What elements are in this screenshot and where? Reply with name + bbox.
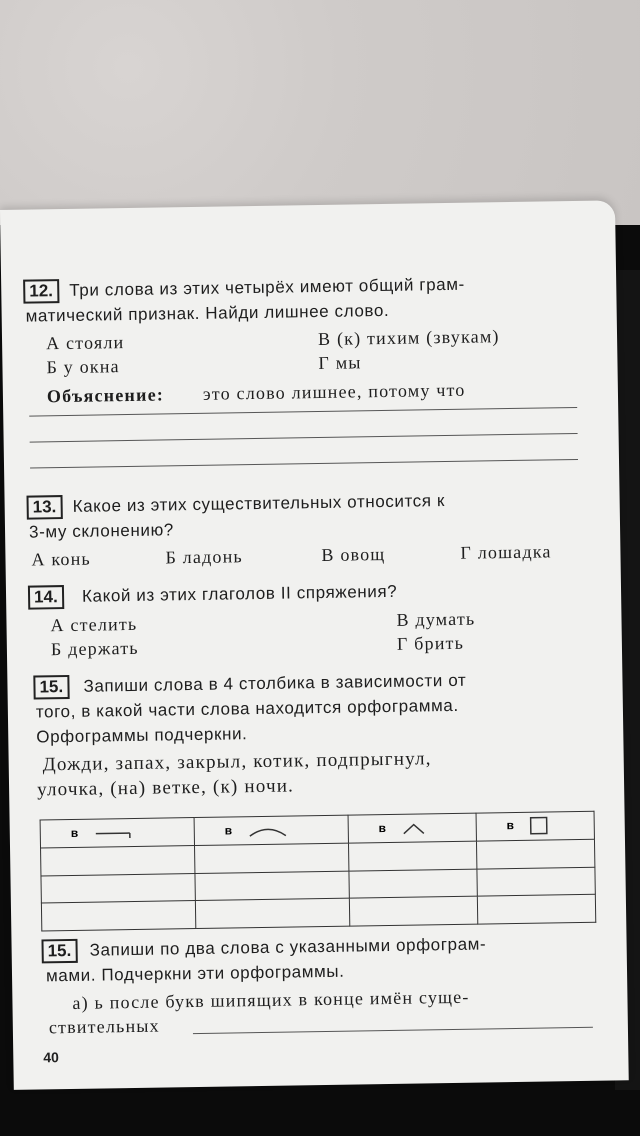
q12-option-b: Б у окна (46, 356, 120, 378)
answer-line-2[interactable] (30, 433, 578, 443)
question-12-number: 12. (23, 279, 59, 304)
table-cell[interactable] (41, 845, 195, 875)
q12-option-a: А стояли (45, 332, 125, 354)
q14-option-a: А стелить (50, 613, 138, 636)
q13-option-b: Б ладонь (165, 546, 244, 568)
table-cell[interactable] (195, 898, 349, 928)
answer-line-1[interactable] (29, 407, 577, 417)
table-cell[interactable] (349, 896, 477, 926)
table-cell[interactable] (477, 894, 596, 924)
question-14-text: Какой из этих глаголов II спряжения? (81, 581, 398, 606)
root-arc-icon (247, 825, 287, 838)
column-label: в (224, 823, 233, 838)
page-number: 40 (43, 1049, 60, 1066)
q15-words-line1: Дожди, запах, закрыл, котик, подпрыгнул, (42, 748, 432, 776)
question-12-text-line2: матический признак. Найди лишнее слово. (25, 300, 390, 326)
desk-background (0, 0, 640, 225)
table-cell[interactable] (477, 867, 596, 897)
table-cell[interactable] (41, 901, 195, 931)
table-cell[interactable] (349, 869, 477, 899)
q13-option-c: В овощ (321, 543, 386, 565)
q15-words-line2: улочка, (на) ветке, (к) ночи. (36, 775, 295, 801)
column-prefix (40, 818, 194, 848)
q14-option-d: Г брить (396, 632, 465, 654)
table-cell[interactable] (194, 843, 348, 873)
ending-box-icon (529, 817, 547, 835)
q15b-item-a-line1: а) ь после букв шипящих в конце имён суще- (72, 986, 470, 1013)
q14-option-c: В думать (396, 608, 476, 630)
column-suffix (348, 813, 476, 843)
question-12-text-line1: Три слова из этих четырёх имеют общий грам- (69, 274, 465, 300)
table-cell[interactable] (476, 839, 595, 869)
column-label: в (70, 826, 79, 841)
column-label: в (378, 820, 387, 836)
question-15-text-line3: Орфограммы подчеркни. (36, 724, 248, 747)
column-ending (476, 811, 595, 841)
q12-option-d: Г мы (318, 352, 362, 374)
question-15-text-line1: Запиши слова в 4 столбика в зависимости от (83, 670, 467, 696)
q13-option-a: А конь (31, 548, 92, 570)
question-13-text-line2: 3-му склонению? (28, 520, 175, 542)
suffix-caret-icon (401, 821, 425, 835)
answer-line[interactable] (193, 1027, 593, 1034)
q15b-item-a-line2: ствительных (48, 1015, 160, 1038)
table-cell[interactable] (195, 871, 349, 901)
table-cell[interactable] (348, 841, 476, 871)
answer-line-3[interactable] (30, 459, 578, 469)
column-label: в (506, 818, 515, 833)
q12-option-c: В (к) тихим (звукам) (317, 326, 500, 350)
question-15b-number: 15. (41, 939, 77, 964)
question-15-text-line2: того, в какой части слова находится орфограмма. (35, 695, 459, 722)
question-15b-text-line1: Запиши по два слова с указанными орфограм- (89, 934, 487, 960)
explanation-text: это слово лишнее, потому что (202, 379, 466, 404)
workbook-page (0, 200, 629, 1090)
question-14-number: 14. (28, 585, 64, 610)
prefix-symbol-icon (93, 827, 133, 840)
q14-option-b: Б держать (50, 637, 139, 660)
table-cell[interactable] (41, 873, 195, 903)
question-13-number: 13. (26, 495, 62, 520)
explanation-label: Объяснение: (46, 384, 165, 407)
answer-table (40, 811, 597, 932)
question-13-text-line1: Какое из этих существительных относится к (72, 491, 446, 516)
column-root (194, 815, 348, 845)
question-15-number: 15. (33, 675, 69, 700)
q13-option-d: Г лошадка (460, 541, 552, 563)
question-15b-text-line2: мами. Подчеркни эти орфограммы. (45, 961, 345, 986)
